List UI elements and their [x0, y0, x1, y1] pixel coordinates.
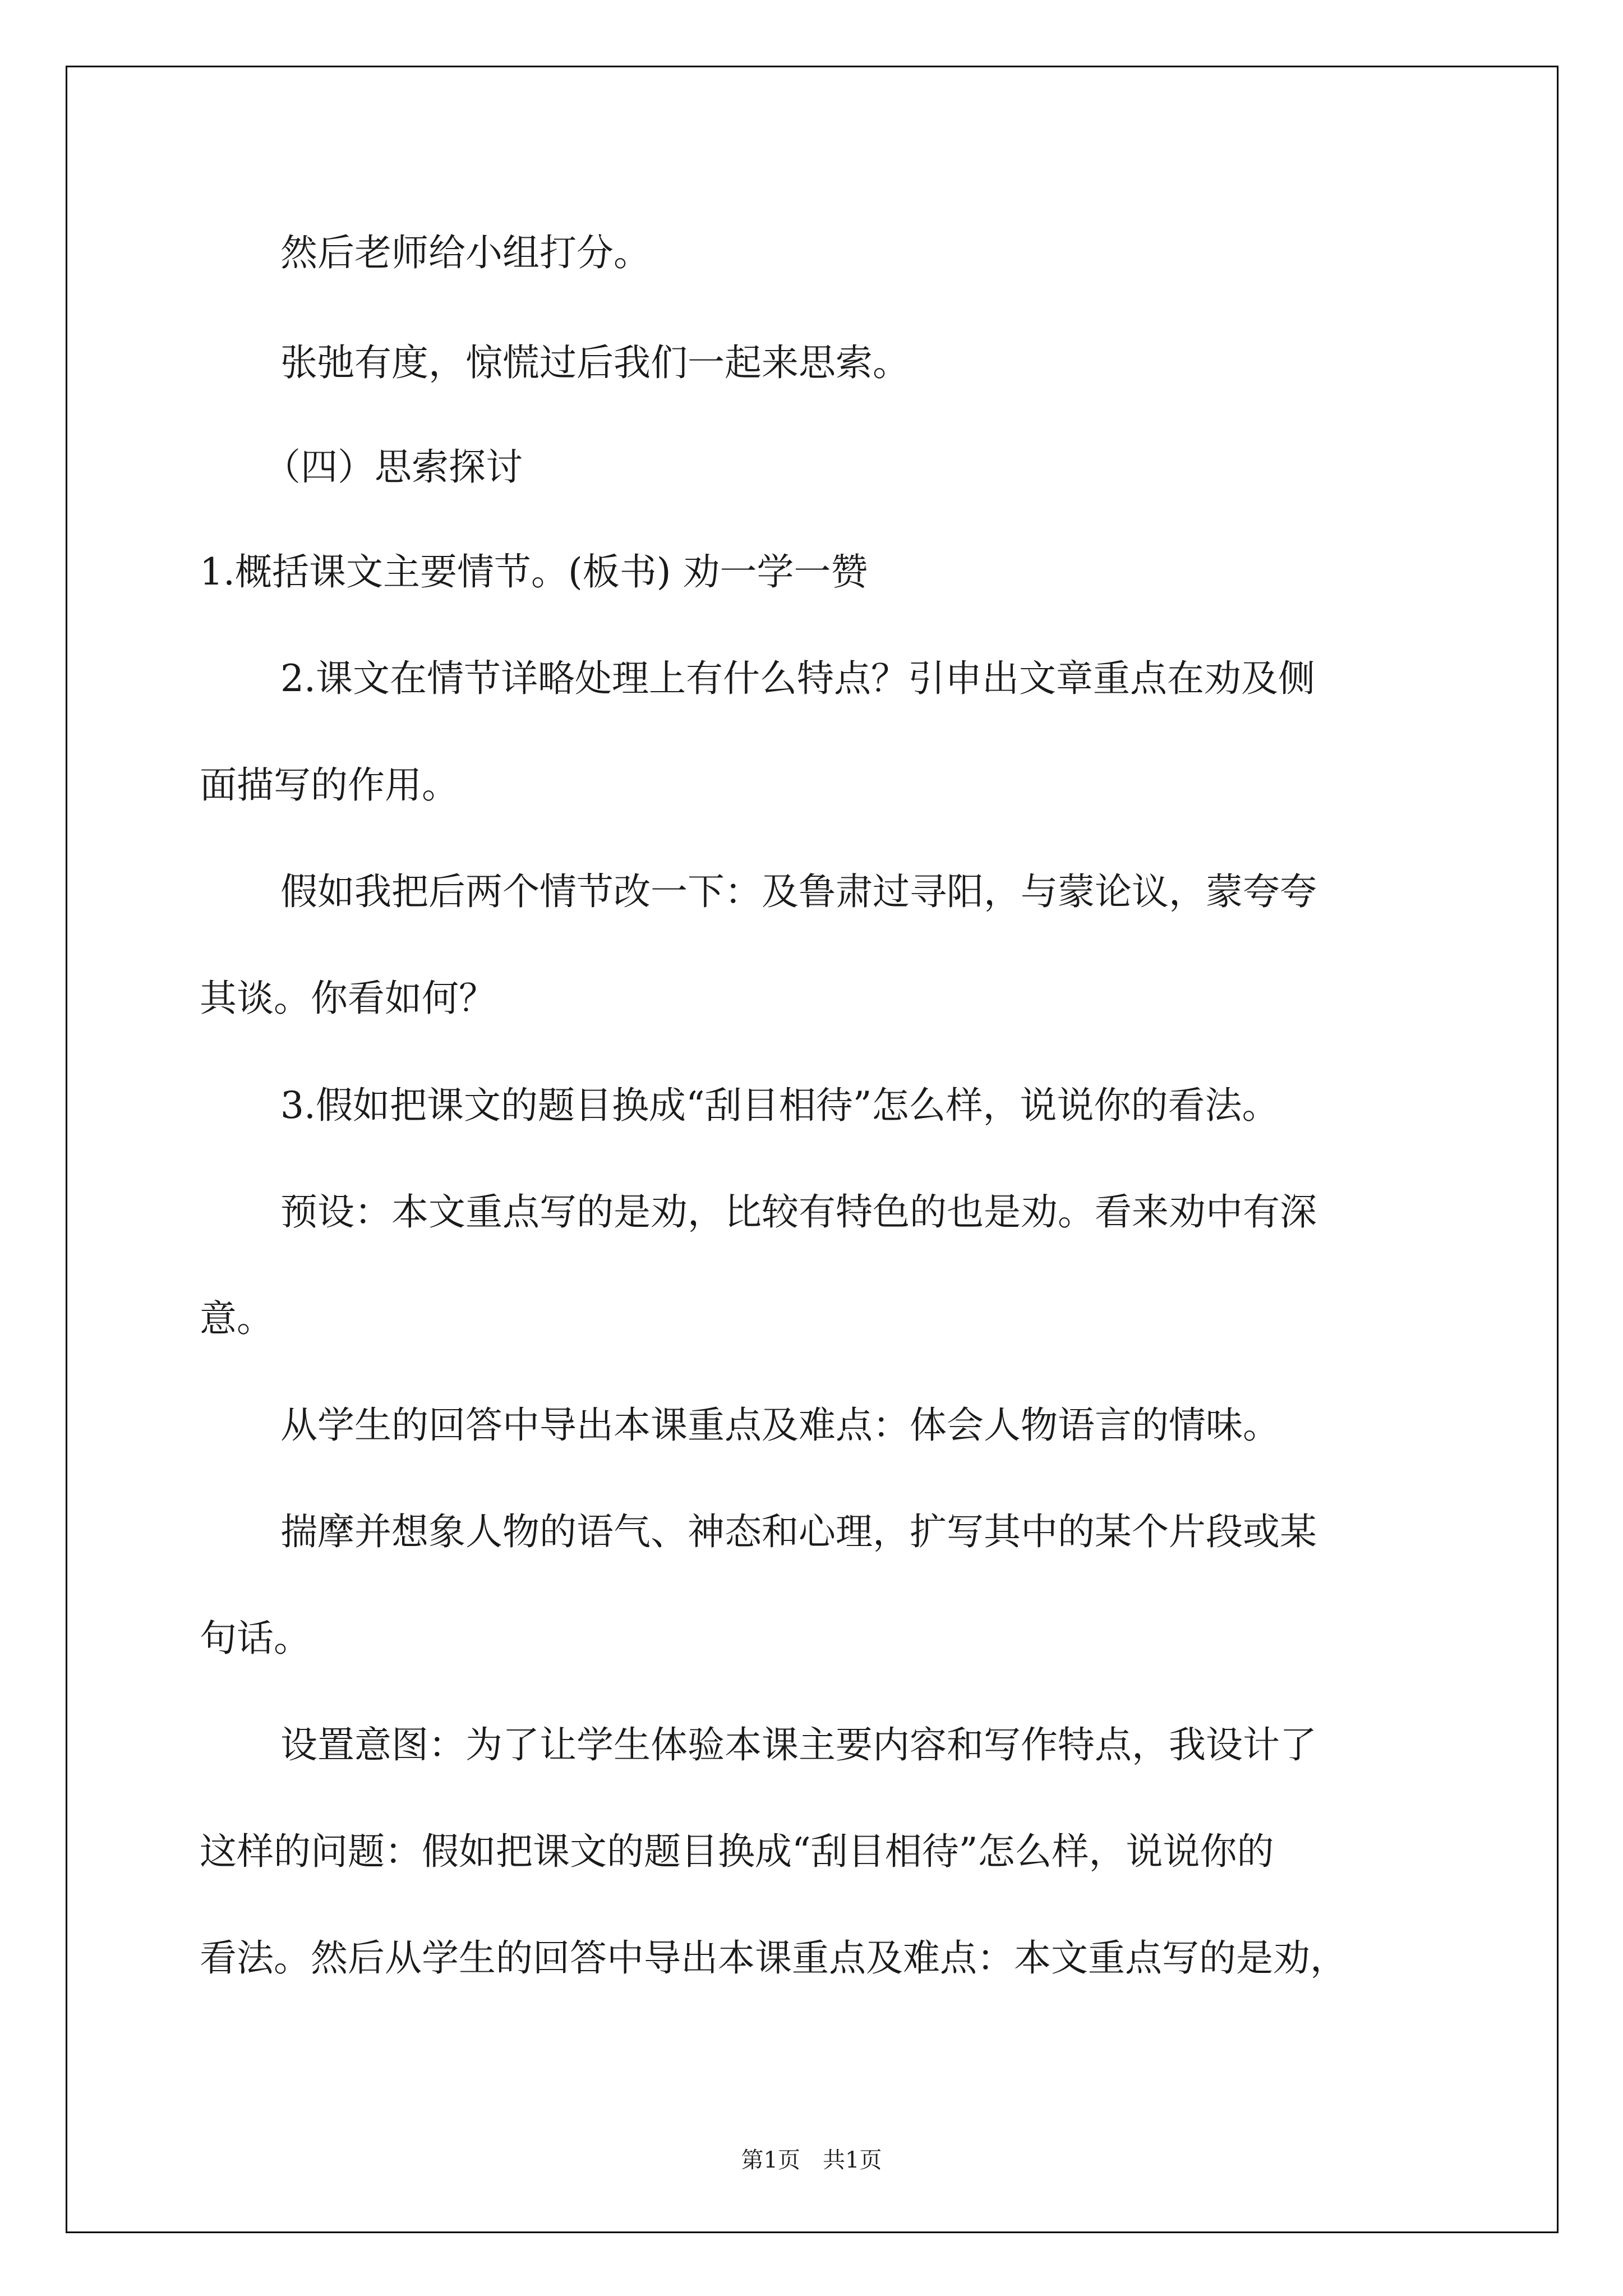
page-border	[66, 66, 1559, 2233]
section-heading: （四）思索探讨	[264, 445, 523, 489]
paragraph-line: 看法。然后从学生的回答中导出本课重点及难点：本文重点写的是劝，	[200, 1936, 1347, 1980]
paragraph-line: 3.假如把课文的题目换成“刮目相待”怎么样，说说你的看法。	[280, 1084, 1279, 1127]
paragraph-line: 1.概括课文主要情节。(板书) 劝一学一赞	[200, 550, 868, 593]
paragraph-line: 然后老师给小组打分。	[280, 231, 651, 274]
paragraph-line: 张弛有度，惊慌过后我们一起来思索。	[280, 341, 910, 384]
paragraph-line: 句话。	[200, 1617, 311, 1660]
paragraph-line: 假如我把后两个情节改一下：及鲁肃过寻阳，与蒙论议，蒙夸夸	[280, 870, 1317, 913]
paragraph-line: 揣摩并想象人物的语气、神态和心理，扩写其中的某个片段或某	[280, 1510, 1317, 1553]
paragraph-line: 意。	[200, 1297, 274, 1340]
paragraph-line: 其谈。你看如何？	[200, 977, 496, 1020]
paragraph-line: 预设：本文重点写的是劝，比较有特色的也是劝。看来劝中有深	[280, 1190, 1317, 1234]
page-number: 第1页 共1页	[741, 2147, 882, 2173]
paragraph-line: 面描写的作用。	[200, 763, 459, 807]
paragraph-line: 2.课文在情节详略处理上有什么特点？引申出文章重点在劝及侧	[280, 657, 1315, 700]
paragraph-line: 设置意图：为了让学生体验本课主要内容和写作特点，我设计了	[280, 1723, 1317, 1766]
paragraph-line: 这样的问题：假如把课文的题目换成“刮目相待”怎么样，说说你的	[200, 1830, 1274, 1873]
paragraph-line: 从学生的回答中导出本课重点及难点：体会人物语言的情味。	[280, 1404, 1280, 1447]
